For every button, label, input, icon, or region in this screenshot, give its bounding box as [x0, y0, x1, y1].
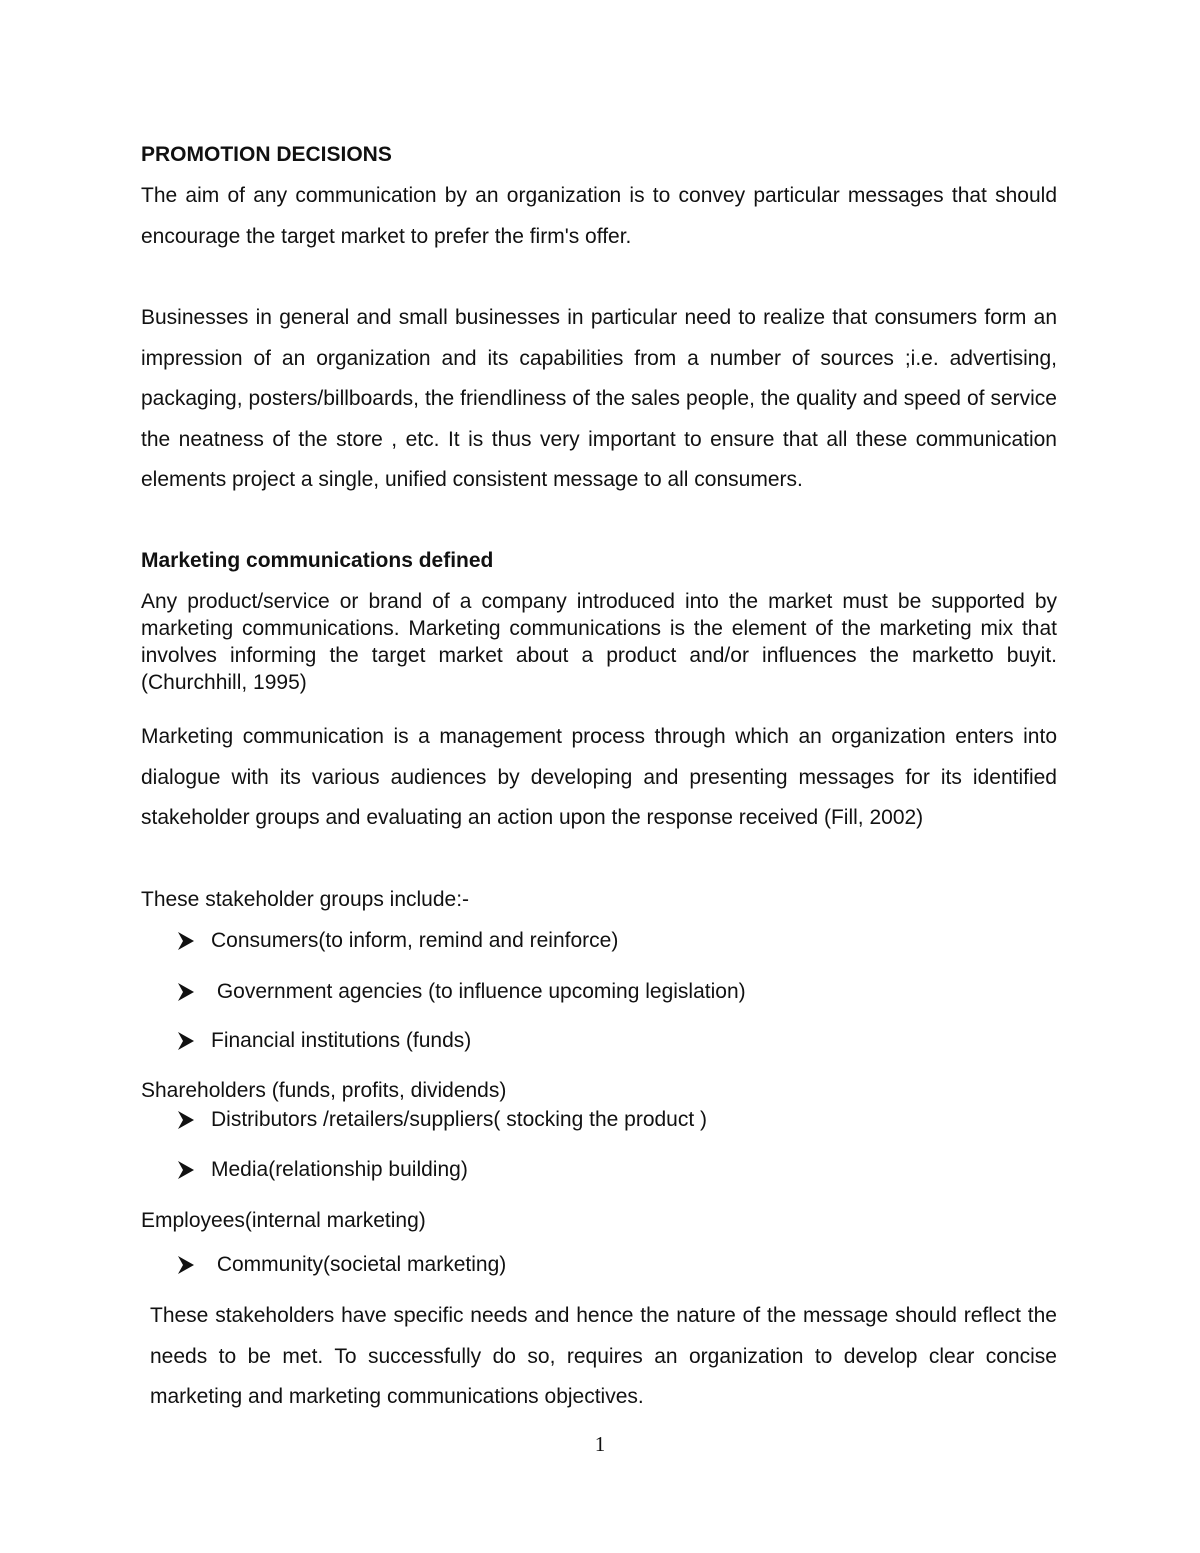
definition-paragraph: Any product/service or brand of a company introduced into the market must be supported by marketing communications. Marketing communications is the element of the marketing mix that involves informing the target market about a product and/or influences the marketto buyit. (Churchhill, 1995): [141, 590, 1057, 694]
list-item-text: Financial institutions (funds): [211, 1029, 472, 1052]
businesses-paragraph: Businesses in general and small businesses in particular need to realize that consumers form an impression of an organization and its capabilities from a number of sources ;i.e. advertising, packaging, posters/billboards, the friendliness of the sales people, the quality and speed of service the neatness of the store , etc. It is thus very important to ensure that all these communication elements project a single, unified consistent message to all consumers.: [141, 306, 1057, 491]
arrowhead-bullet-icon: [177, 1110, 195, 1130]
intro-paragraph: The aim of any communication by an organization is to convey particular messages that should encourage the target market to prefer the firm's offer.: [141, 184, 1057, 248]
arrowhead-bullet-icon: [177, 931, 195, 951]
list-item-text: Media(relationship building): [211, 1158, 468, 1181]
page-number: 1: [594, 1432, 606, 1456]
arrowhead-bullet-icon: [177, 1031, 195, 1051]
closing-paragraph: These stakeholders have specific needs and hence the nature of the message should reflect the needs to be met. To successfully do so, requires an organization to develop clear concise marketing and marketing communications objectives.: [150, 1304, 1057, 1408]
page-title: PROMOTION DECISIONS: [141, 143, 392, 166]
list-item-text: Community(societal marketing): [211, 1253, 507, 1276]
employees-line: Employees(internal marketing): [141, 1209, 426, 1232]
section-heading: Marketing communications defined: [141, 549, 494, 572]
list-item-text: Government agencies (to influence upcoming legislation): [211, 980, 746, 1003]
shareholders-line: Shareholders (funds, profits, dividends): [141, 1079, 507, 1102]
arrowhead-bullet-icon: [177, 1160, 195, 1180]
list-item-text: Consumers(to inform, remind and reinforce): [211, 929, 619, 952]
stakeholder-intro: These stakeholder groups include:-: [141, 888, 470, 911]
arrowhead-bullet-icon: [177, 982, 195, 1002]
process-paragraph: Marketing communication is a management process through which an organization enters into dialogue with its various audiences by developing and presenting messages for its identified stakeholder groups and evaluating an action upon the response received (Fill, 2002): [141, 725, 1057, 829]
list-item-text: Distributors /retailers/suppliers( stocking the product ): [211, 1108, 708, 1131]
arrowhead-bullet-icon: [177, 1255, 195, 1275]
